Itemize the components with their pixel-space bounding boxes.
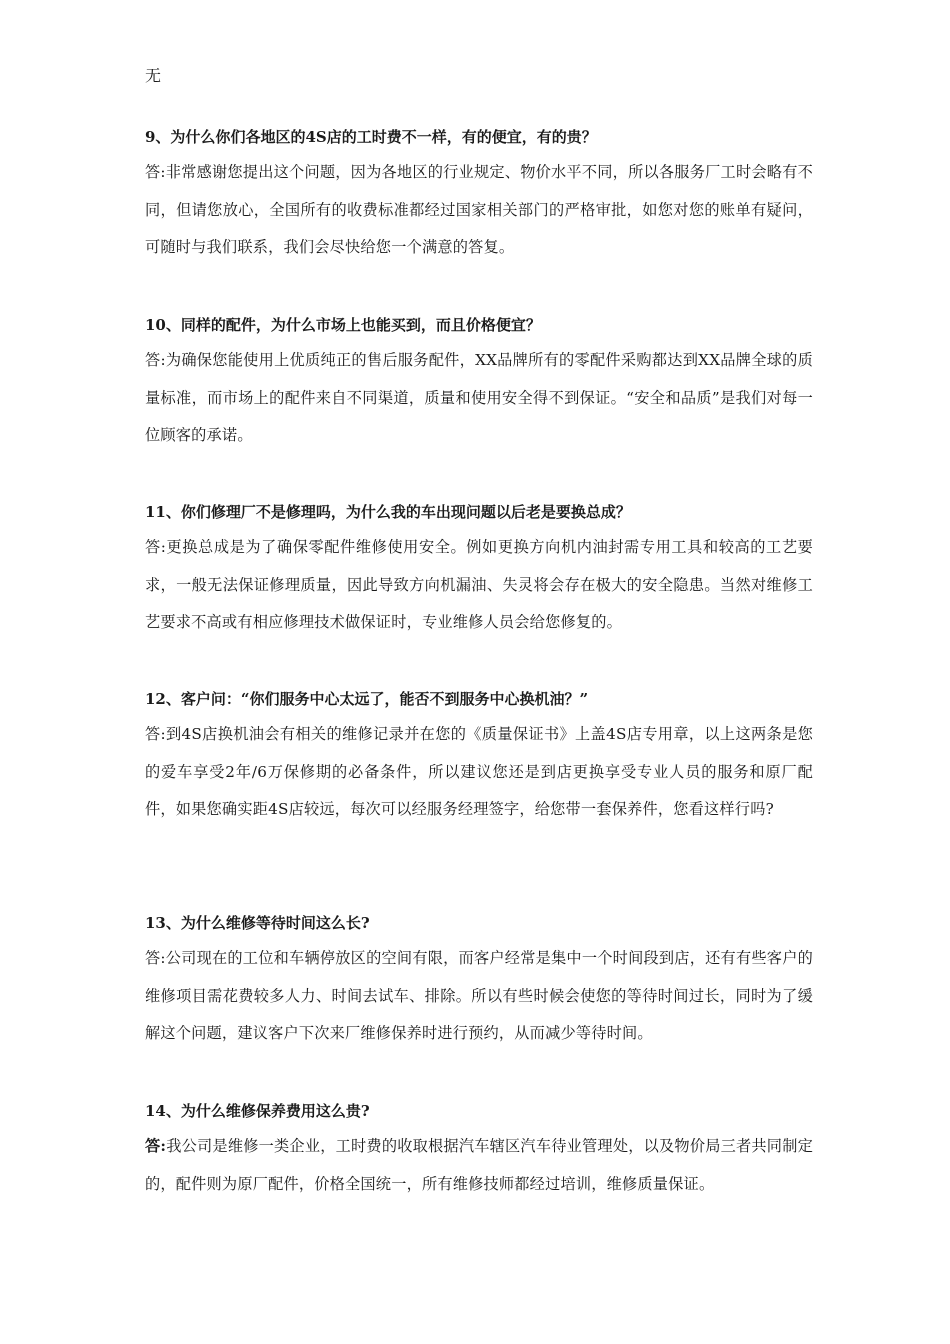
question-11: 11、你们修理厂不是修理吗，为什么我的车出现问题以后老是要换总成？: [145, 503, 631, 521]
qa-item-9: [145, 126, 813, 267]
answer-prefix: 答:: [145, 351, 166, 369]
answer-12: [145, 716, 813, 829]
answer-prefix: 答:: [145, 725, 166, 743]
answer-11: [145, 529, 813, 642]
answer-text: 到4S店换机油会有相关的维修记录并在您的《质量保证书》上盖4S店专用章，以上这两条是您的爱车享受2年/6万保修期的必备条件，所以建议您还是到店更换享受专业人员的服务和原厂配件，如果您确实距4S店较远，每次可以经服务经理签字，给您带一套保养件，您看这样行吗?: [145, 725, 813, 818]
question-10: 10、同样的配件，为什么市场上也能买到，而且价格便宜？: [145, 316, 541, 334]
question-12: 12、客户问：“你们服务中心太远了，能否不到服务中心换机油？”: [145, 690, 589, 708]
leading-text: 无: [145, 66, 162, 85]
answer-10: [145, 342, 813, 455]
question-13: 13、为什么维修等待时间这么长?: [145, 914, 370, 932]
qa-item-14: [145, 1100, 813, 1203]
answer-14: [145, 1128, 813, 1203]
answer-prefix: 答:: [145, 1137, 167, 1155]
answer-13: [145, 940, 813, 1053]
answer-text: 公司现在的工位和车辆停放区的空间有限，而客户经常是集中一个时间段到店，还有有些客户的维修项目需花费较多人力、时间去试车、排除。所以有些时候会使您的等待时间过长，同时为了缓解这个问题，建议客户下次来厂维修保养时进行预约，从而减少等待时间。: [145, 949, 813, 1042]
question-14: 14、为什么维修保养费用这么贵?: [145, 1102, 370, 1120]
answer-text: 为确保您能使用上优质纯正的售后服务配件，XX品牌所有的零配件采购都达到XX品牌全球的质量标准，而市场上的配件来自不同渠道，质量和使用安全得不到保证。“安全和品质”是我们对每一位顾客的承诺。: [145, 351, 813, 444]
qa-item-13: [145, 912, 813, 1053]
answer-text: 我公司是维修一类企业，工时费的收取根据汽车辖区汽车待业管理处，以及物价局三者共同制定的，配件则为原厂配件，价格全国统一，所有维修技师都经过培训，维修质量保证。: [145, 1137, 813, 1193]
answer-prefix: 答:: [145, 163, 166, 181]
qa-item-11: [145, 501, 813, 642]
answer-prefix: 答:: [145, 538, 167, 556]
answer-text: 非常感谢您提出这个问题，因为各地区的行业规定、物价水平不同，所以各服务厂工时会略有不同，但请您放心，全国所有的收费标准都经过国家相关部门的严格审批，如您对您的账单有疑问，可随时与我们联系，我们会尽快给您一个满意的答复。: [145, 163, 813, 256]
answer-prefix: 答:: [145, 949, 166, 967]
qa-item-10: [145, 314, 813, 455]
answer-text: 更换总成是为了确保零配件维修使用安全。例如更换方向机内油封需专用工具和较高的工艺要求，一般无法保证修理质量，因此导致方向机漏油、失灵将会存在极大的安全隐患。当然对维修工艺要求不高或有相应修理技术做保证时，专业维修人员会给您修复的。: [145, 538, 813, 631]
answer-9: [145, 154, 813, 267]
qa-item-12: [145, 688, 813, 829]
question-9: 9、为什么你们各地区的4S店的工时费不一样，有的便宜，有的贵？: [145, 128, 597, 146]
